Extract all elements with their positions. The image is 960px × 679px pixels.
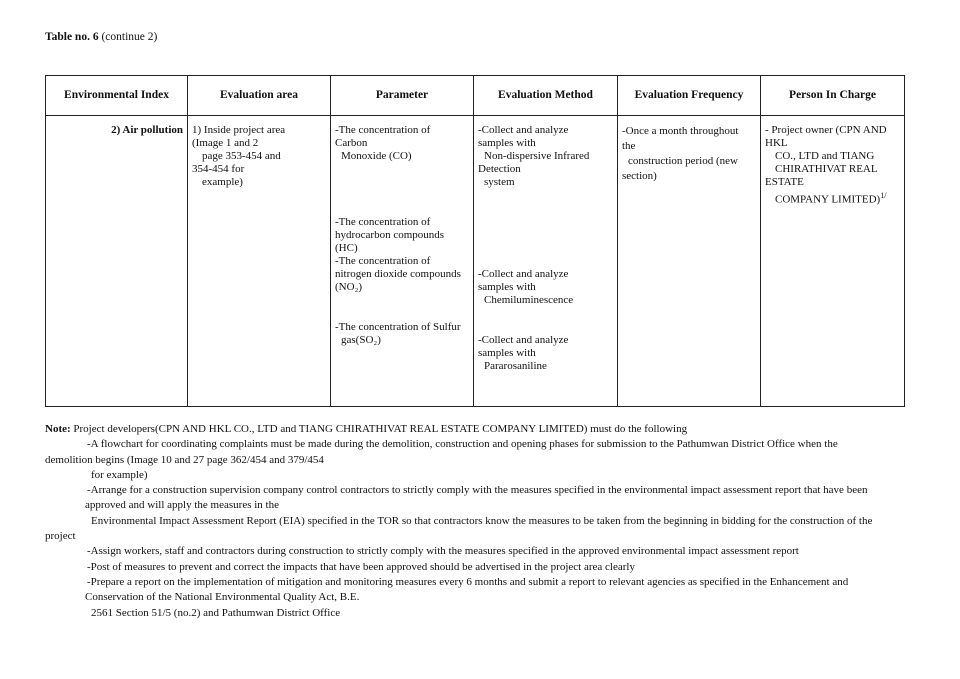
method-ndir: -Collect and analyze samples with Non-dispersive Infrared Detection system xyxy=(478,124,590,188)
table-header-row xyxy=(46,76,905,116)
cell-frequency xyxy=(618,116,761,407)
note-item: -Prepare a report on the implementation of mitigation and monitoring measures every 6 months and submit a report to relevant agencies as specified in the Enhancement and xyxy=(87,575,849,588)
table-caption xyxy=(45,31,157,43)
footnote-marker: 1/ xyxy=(880,191,887,200)
header-environmental-index: Environmental Index xyxy=(46,76,188,116)
header-evaluation-method: Evaluation Method xyxy=(474,76,618,116)
index-air-pollution: 2) Air pollution xyxy=(111,124,183,136)
person-text: - Project owner (CPN AND HKL CO., LTD and TIANG CHIRATHIVAT REAL ESTATE COMPANY LIMITED)$^{1/}$ xyxy=(765,124,887,206)
table-caption-suffix: (continue 2) xyxy=(101,31,158,43)
note-item-cont: Environmental Impact Assessment Report (EIA) specified in the TOR so that contractors know the measures to be taken from the beginning in bidding for the construction of the xyxy=(91,514,873,527)
note-item: -Assign workers, staff and contractors during construction to strictly comply with the measures specified in the approved environmental impact assessment report xyxy=(87,545,799,558)
note-item: -A flowchart for coordinating complaints must be made during the demolition, construction and opening phases for submission to the Pathumwan District Office when the xyxy=(87,438,838,451)
notes-label: Note: xyxy=(45,423,71,435)
note-item-cont: 2561 Section 51/5 (no.2) and Pathumwan District Office xyxy=(91,606,341,619)
frequency-text: -Once a month throughout the construction period (new section) xyxy=(622,125,739,182)
cell-area xyxy=(188,116,331,407)
area-line: (Image 1 and 2 xyxy=(192,137,259,149)
area-line: example) xyxy=(202,176,243,188)
monitoring-table xyxy=(45,75,905,407)
header-evaluation-frequency: Evaluation Frequency xyxy=(618,76,761,116)
area-line: 354-454 for xyxy=(192,163,245,175)
note-item-cont: project xyxy=(45,530,76,543)
cell-method xyxy=(474,116,618,407)
cell-index xyxy=(46,116,188,407)
note-item: -Post of measures to prevent and correct the impacts that have been approved should be advertised in the project area clearly xyxy=(87,560,635,573)
notes-section xyxy=(45,422,907,621)
header-evaluation-area: Evaluation area xyxy=(188,76,331,116)
method-chemiluminescence: -Collect and analyze samples with Chemiluminescence xyxy=(478,268,574,306)
note-item: -Arrange for a construction supervision company control contractors to strictly comply with the measures specified in the environmental impact assessment report that have been xyxy=(87,484,868,497)
table-number: Table no. 6 xyxy=(45,31,99,43)
parameter-so2: -The concentration of Sulfur gas(SO₂) xyxy=(335,321,461,346)
note-item-cont: Conservation of the National Environmental Quality Act, B.E. xyxy=(85,591,360,604)
cell-parameter xyxy=(331,116,474,407)
method-pararosaniline: -Collect and analyze samples with Pararosaniline xyxy=(478,334,569,372)
table-row xyxy=(46,116,905,407)
note-item-cont: approved and will apply the measures in the xyxy=(85,499,279,512)
area-line: 1) Inside project area xyxy=(192,124,286,136)
notes-intro: Project developers(CPN AND HKL CO., LTD and TIANG CHIRATHIVAT REAL ESTATE COMPANY LIMITED) must do the following xyxy=(73,423,688,435)
area-line: page 353-454 and xyxy=(202,150,281,162)
cell-person xyxy=(761,116,905,407)
parameter-hc-no2: -The concentration of hydrocarbon compounds (HC) -The concentration of nitrogen dioxide compounds (NO₂) xyxy=(335,216,461,293)
note-item-cont: demolition begins (Image 10 and 27 page 362/454 and 379/454 xyxy=(45,453,324,466)
note-item-cont: for example) xyxy=(91,468,148,481)
parameter-co: -The concentration of Carbon Monoxide (CO) xyxy=(335,124,431,162)
header-parameter: Parameter xyxy=(331,76,474,116)
header-person-in-charge: Person In Charge xyxy=(761,76,905,116)
